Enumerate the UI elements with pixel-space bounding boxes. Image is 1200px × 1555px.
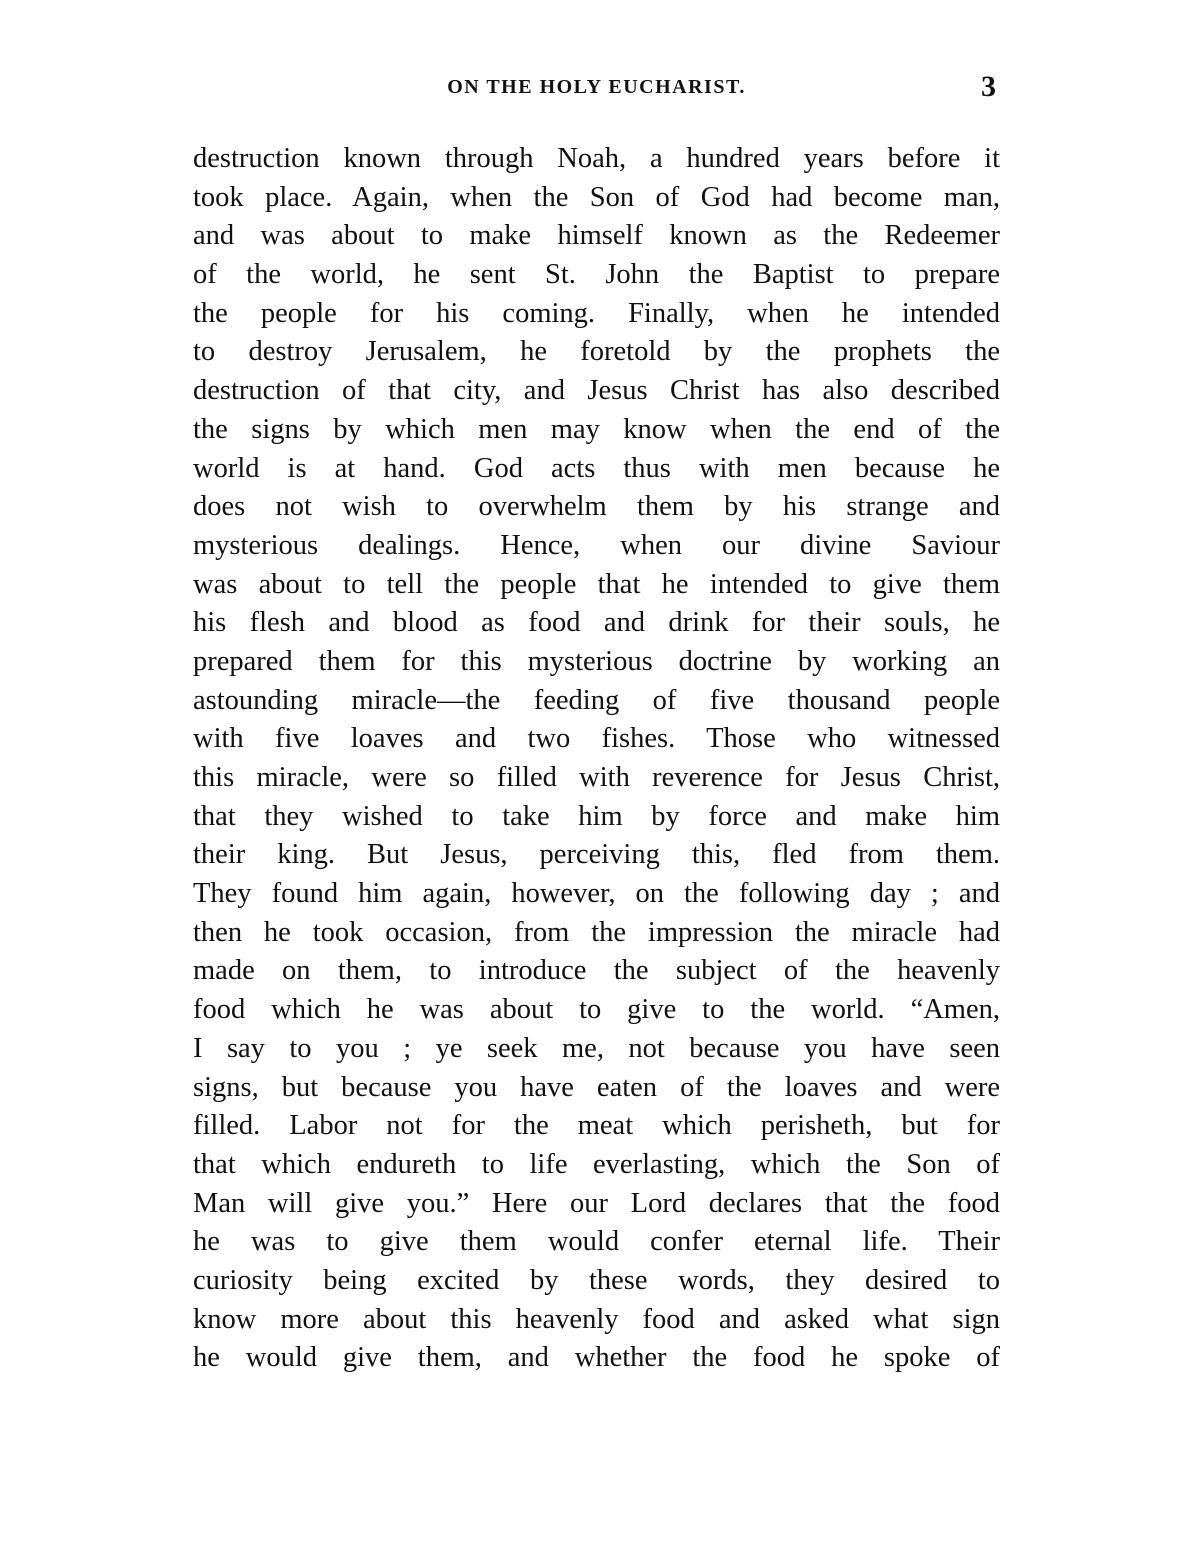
text-line: he was to give them would confer eternal life. Their bbox=[193, 1226, 1000, 1258]
body-text bbox=[193, 140, 1000, 1378]
text-line: and was about to make himself known as the Redeemer bbox=[193, 220, 1000, 252]
text-line: with five loaves and two fishes. Those who witnessed bbox=[193, 723, 1000, 755]
page-number: 3 bbox=[981, 70, 996, 103]
text-line: their king. But Jesus, perceiving this, fled from them. bbox=[193, 839, 1000, 871]
text-line: his flesh and blood as food and drink for their souls, he bbox=[193, 607, 1000, 639]
text-line: Man will give you.” Here our Lord declares that the food bbox=[193, 1187, 1000, 1219]
text-line: he would give them, and whether the food he spoke of bbox=[193, 1342, 1000, 1374]
text-line: was about to tell the people that he intended to give them bbox=[193, 568, 1000, 600]
text-line: then he took occasion, from the impression the miracle had bbox=[193, 916, 1000, 948]
text-line: mysterious dealings. Hence, when our divine Saviour bbox=[193, 529, 1000, 561]
text-line: prepared them for this mysterious doctrine by working an bbox=[193, 645, 1000, 677]
text-line: world is at hand. God acts thus with men because he bbox=[193, 452, 1000, 484]
text-line: this miracle, were so filled with reverence for Jesus Christ, bbox=[193, 762, 1000, 793]
text-line: destruction known through Noah, a hundred years before it bbox=[193, 143, 1000, 174]
text-line: that which endureth to life everlasting, which the Son of bbox=[193, 1148, 1000, 1180]
text-line: took place. Again, when the Son of God had become man, bbox=[193, 181, 1000, 213]
text-line: food which he was about to give to the world. “Amen, bbox=[193, 994, 1000, 1026]
text-line: the signs by which men may know when the end of the bbox=[193, 413, 1000, 445]
running-head bbox=[193, 70, 1000, 106]
text-line: astounding miracle—the feeding of five thousand people bbox=[193, 684, 1000, 716]
text-line: the people for his coming. Finally, when he intended bbox=[193, 297, 1000, 329]
text-line: of the world, he sent St. John the Baptist to prepare bbox=[193, 259, 1000, 291]
text-line: made on them, to introduce the subject of the heavenly bbox=[193, 955, 1000, 987]
text-line: curiosity being excited by these words, they desired to bbox=[193, 1264, 1000, 1296]
text-line: does not wish to overwhelm them by his strange and bbox=[193, 491, 1000, 523]
text-line: to destroy Jerusalem, he foretold by the prophets the bbox=[193, 336, 1000, 368]
text-line: filled. Labor not for the meat which perisheth, but for bbox=[193, 1110, 1000, 1142]
running-title: ON THE HOLY EUCHARIST. bbox=[447, 76, 746, 98]
text-line: They found him again, however, on the following day ; and bbox=[193, 878, 1000, 910]
text-line: that they wished to take him by force and make him bbox=[193, 800, 1000, 832]
text-line: destruction of that city, and Jesus Christ has also described bbox=[193, 375, 1000, 407]
text-line: signs, but because you have eaten of the loaves and were bbox=[193, 1071, 1000, 1103]
text-line: I say to you ; ye seek me, not because you have seen bbox=[193, 1032, 1000, 1064]
text-line: know more about this heavenly food and asked what sign bbox=[193, 1303, 1000, 1335]
